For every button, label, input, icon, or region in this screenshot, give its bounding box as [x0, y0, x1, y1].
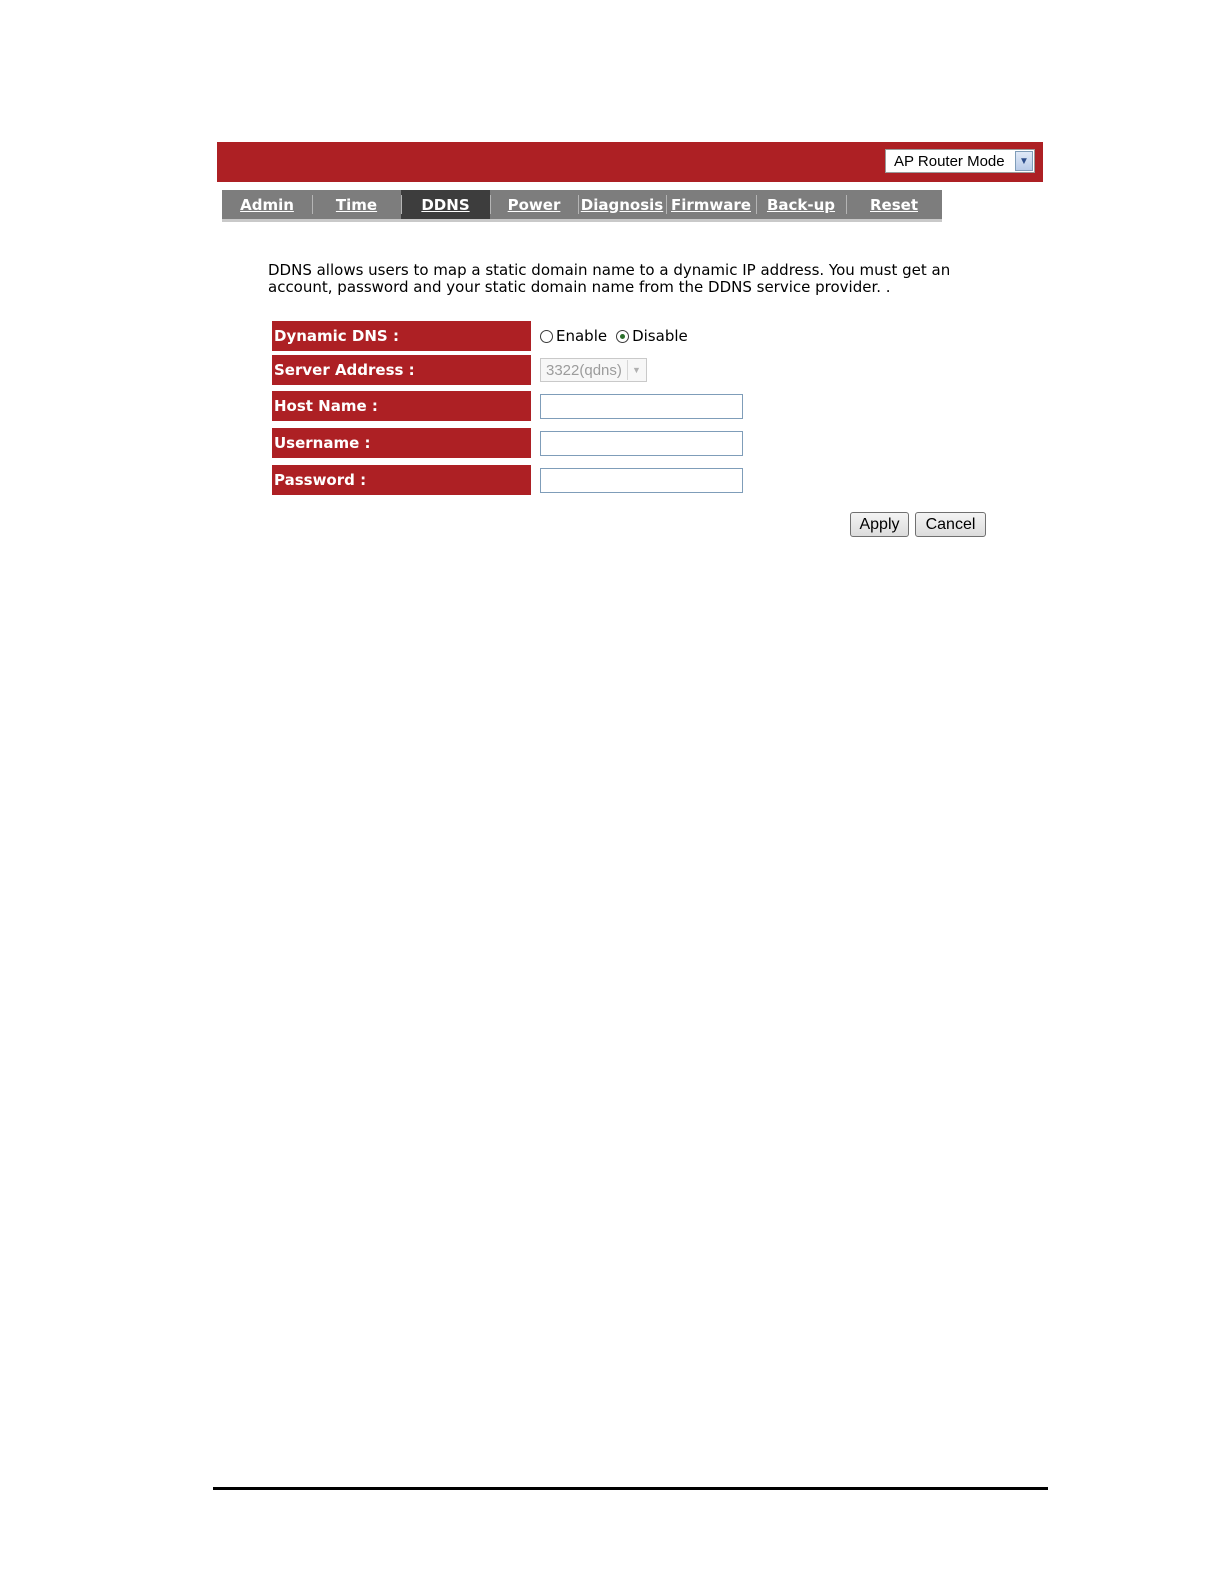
password-label: Password :: [272, 465, 531, 495]
dynamic-dns-disable-label[interactable]: Disable: [632, 327, 688, 345]
tab-back-up[interactable]: Back-up: [756, 190, 846, 219]
radio-selected-dot: [620, 334, 625, 339]
dynamic-dns-enable-radio[interactable]: [540, 330, 553, 343]
server-address-selected: 3322(qdns): [546, 362, 622, 379]
tab-firmware[interactable]: Firmware: [666, 190, 756, 219]
mode-select[interactable]: [885, 149, 1035, 173]
username-input[interactable]: [540, 431, 743, 456]
dynamic-dns-disable-radio[interactable]: [616, 330, 629, 343]
host-name-row: [272, 391, 992, 421]
tab-ddns[interactable]: DDNS: [401, 190, 490, 219]
header-bar: [217, 142, 1043, 182]
dynamic-dns-enable-label[interactable]: Enable: [556, 327, 608, 345]
password-value: [540, 465, 743, 495]
ddns-description: DDNS allows users to map a static domain name to a dynamic IP address. You must get an account, password and your static domain name from the DDNS service provider. .: [268, 261, 951, 296]
password-row: [272, 465, 992, 495]
chevron-down-icon[interactable]: ▼: [1015, 151, 1033, 171]
server-address-value: [540, 355, 647, 385]
server-address-row: [272, 355, 992, 385]
host-name-value: [540, 391, 743, 421]
host-name-input[interactable]: [540, 394, 743, 419]
dynamic-dns-options: [540, 321, 697, 351]
tab-reset[interactable]: Reset: [846, 190, 942, 219]
mode-select-value: AP Router Mode: [894, 153, 1005, 170]
tab-power[interactable]: Power: [490, 190, 578, 219]
tab-time[interactable]: Time: [312, 190, 401, 219]
chevron-down-icon[interactable]: ▼: [627, 360, 645, 380]
password-input[interactable]: [540, 468, 743, 493]
cancel-button[interactable]: Cancel: [915, 512, 986, 537]
server-address-label: Server Address :: [272, 355, 531, 385]
host-name-label: Host Name :: [272, 391, 531, 421]
tab-admin[interactable]: Admin: [240, 195, 294, 214]
dynamic-dns-row: [272, 321, 992, 351]
apply-button[interactable]: Apply: [850, 512, 909, 537]
username-row: [272, 428, 992, 458]
username-label: Username :: [272, 428, 531, 458]
tab-bar: [222, 190, 942, 222]
tab-diagnosis[interactable]: Diagnosis: [578, 190, 666, 219]
dynamic-dns-label: Dynamic DNS :: [272, 321, 531, 351]
server-address-select[interactable]: [540, 358, 647, 382]
footer-divider: [213, 1487, 1048, 1490]
username-value: [540, 428, 743, 458]
